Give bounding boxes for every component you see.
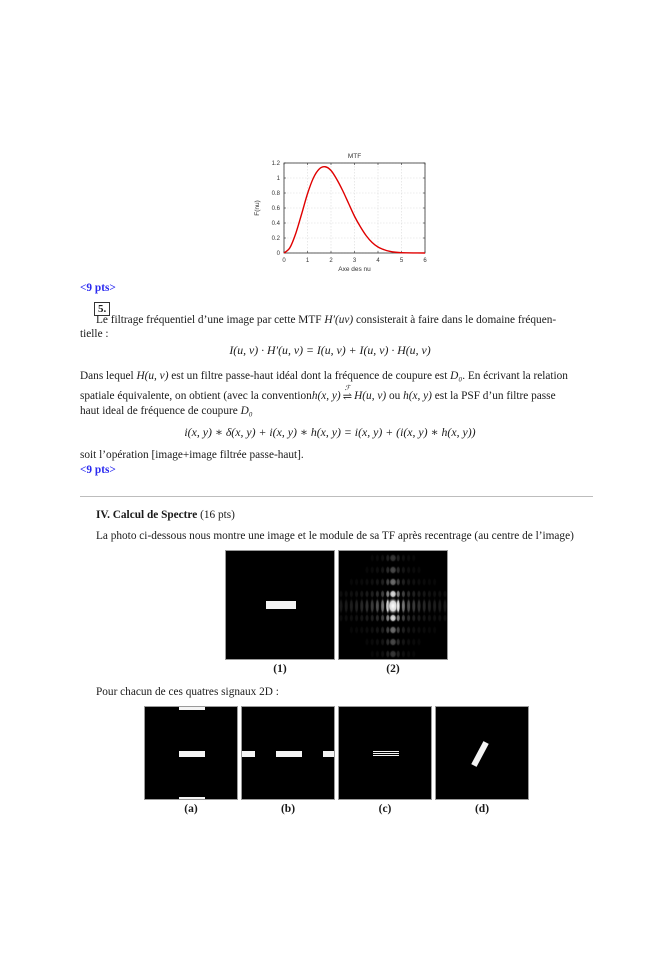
y-tick-label: 0.4 bbox=[271, 221, 280, 227]
white-line-2 bbox=[373, 753, 399, 754]
signal-a-image bbox=[144, 706, 238, 800]
equation-2: i(x, y) ∗ δ(x, y) + i(x, y) ∗ h(x, y) = i(x, y) + (i(x, y) ∗ h(x, y)) bbox=[184, 425, 476, 439]
spectrum-lobe bbox=[344, 597, 348, 615]
spectrum-lobe bbox=[396, 578, 400, 587]
chart-title: MTF bbox=[347, 153, 362, 160]
math-inline: h(x, y) bbox=[311, 390, 341, 402]
fourier-label: ℱ bbox=[344, 384, 351, 392]
signals-intro: Pour chacun de ces quatres signaux 2D : bbox=[96, 686, 279, 698]
spectrum-lobe bbox=[370, 566, 374, 575]
points-label-top: <9 pts> bbox=[80, 282, 116, 294]
spectrum-lobe bbox=[401, 554, 405, 563]
spectrum-lobe bbox=[380, 566, 384, 575]
white-rectangle-bottom bbox=[179, 797, 205, 800]
spectrum-lobe bbox=[375, 638, 379, 647]
spectrum-lobe bbox=[396, 566, 400, 575]
spectrum-lobe bbox=[412, 554, 416, 563]
spectrum-lobe bbox=[360, 578, 364, 587]
white-rectangle-right bbox=[323, 751, 335, 757]
figure2-caption-a: (a) bbox=[184, 803, 198, 815]
y-tick-label: 1 bbox=[276, 176, 280, 182]
spectrum-lobe bbox=[365, 626, 369, 635]
spectrum-lobe bbox=[365, 578, 369, 587]
spectrum-lobe bbox=[412, 566, 416, 575]
math-inline: H(u, v) bbox=[136, 370, 169, 382]
y-tick-label: 0 bbox=[276, 251, 280, 257]
spectrum-lobe bbox=[389, 638, 397, 647]
spectrum-lobe bbox=[389, 566, 397, 575]
spectrum-lobe bbox=[417, 578, 421, 587]
spectrum-lobe bbox=[427, 626, 431, 635]
spectrum-lobe bbox=[370, 626, 374, 635]
figure2-caption-b: (b) bbox=[280, 803, 296, 815]
spectrum-lobe bbox=[354, 626, 358, 635]
spectrum-lobe bbox=[396, 650, 400, 659]
white-line-3 bbox=[373, 755, 399, 756]
spectrum-lobe bbox=[375, 650, 379, 659]
spectrum-lobe bbox=[396, 597, 400, 615]
spectrum-lobe bbox=[380, 578, 384, 587]
spectrum-lobe bbox=[427, 578, 431, 587]
image-rectangle bbox=[225, 550, 335, 660]
spectrum-lobe bbox=[422, 626, 426, 635]
paragraph-2-line-1 bbox=[80, 370, 568, 383]
white-line-1 bbox=[373, 751, 399, 752]
y-axis-label: F(nu) bbox=[254, 200, 261, 216]
spectrum-lobe bbox=[360, 614, 364, 623]
spectrum-lobe bbox=[375, 614, 379, 623]
math-inline: H′(uν) bbox=[324, 314, 354, 326]
spectrum-lobe bbox=[422, 597, 426, 615]
spectrum-lobe bbox=[412, 578, 416, 587]
spectrum-svg bbox=[339, 551, 448, 660]
x-tick-label: 3 bbox=[352, 258, 357, 264]
text: Dans lequel bbox=[80, 370, 137, 382]
spectrum-lobe bbox=[365, 638, 369, 647]
spectrum-lobe bbox=[427, 614, 431, 623]
spectrum-lobe bbox=[349, 597, 353, 615]
math-inline: D₀ bbox=[240, 405, 253, 417]
spectrum-lobe bbox=[443, 614, 447, 623]
figure2-caption-c: (c) bbox=[378, 803, 392, 815]
spectrum-lobe bbox=[422, 614, 426, 623]
spectrum-lobe bbox=[401, 638, 405, 647]
spectrum-lobe bbox=[396, 614, 400, 623]
question-number-box: 5. bbox=[94, 302, 110, 316]
spectrum-lobe bbox=[375, 554, 379, 563]
spectrum-lobe bbox=[339, 597, 343, 615]
mtf-chart bbox=[250, 145, 440, 280]
signal-d-image bbox=[435, 706, 529, 800]
spectrum-lobe bbox=[417, 614, 421, 623]
spectrum-lobe bbox=[370, 650, 374, 659]
spectrum-lobe bbox=[406, 578, 410, 587]
spectrum-lobe bbox=[380, 638, 384, 647]
spectrum-lobe bbox=[380, 614, 384, 623]
section-heading bbox=[96, 509, 235, 522]
text: consisterait à faire dans le domaine fréquen- bbox=[353, 314, 557, 326]
spectrum-lobe bbox=[370, 554, 374, 563]
fourier-pair-symbol bbox=[343, 385, 352, 403]
white-rectangle bbox=[266, 601, 296, 609]
figure1-caption-2: (2) bbox=[386, 663, 400, 675]
text: ou bbox=[386, 390, 404, 402]
spectrum-lobe bbox=[412, 614, 416, 623]
spectrum-lobe bbox=[349, 578, 353, 587]
text: haut ideal de fréquence de coupure bbox=[80, 405, 241, 417]
paragraph-1-line-2: tielle : bbox=[80, 328, 109, 340]
spectrum-lobe bbox=[354, 578, 358, 587]
x-tick-label: 5 bbox=[399, 258, 404, 264]
spectrum-lobe bbox=[380, 597, 384, 615]
spectrum-lobe bbox=[344, 614, 348, 623]
spectrum-lobe bbox=[349, 614, 353, 623]
x-tick-label: 1 bbox=[305, 258, 310, 264]
y-tick-label: 0.6 bbox=[271, 206, 280, 212]
spectrum-lobe bbox=[412, 626, 416, 635]
text: spatiale équivalente, on obtient (avec la convention bbox=[80, 390, 312, 402]
spectrum-lobe bbox=[375, 626, 379, 635]
white-rotated-rectangle bbox=[471, 741, 489, 767]
spectrum-lobe bbox=[375, 578, 379, 587]
math-inline: D₀ bbox=[450, 370, 463, 382]
spectrum-lobe bbox=[406, 650, 410, 659]
question-number bbox=[94, 297, 110, 315]
white-rectangle-center bbox=[179, 751, 205, 757]
figure1-caption-1: (1) bbox=[273, 663, 287, 675]
spectrum-lobe bbox=[432, 597, 436, 615]
y-tick-label: 0.2 bbox=[271, 236, 280, 242]
text: . En écrivant la relation bbox=[462, 370, 568, 382]
white-rectangle-top bbox=[179, 707, 205, 710]
spectrum-lobe bbox=[406, 614, 410, 623]
section-points: (16 pts) bbox=[200, 509, 235, 521]
spectrum-lobe bbox=[380, 554, 384, 563]
spectrum-lobe bbox=[339, 614, 343, 623]
spectrum-lobe bbox=[417, 638, 421, 647]
spectrum-lobe bbox=[389, 578, 397, 587]
spectrum-lobe bbox=[370, 578, 374, 587]
x-tick-label: 2 bbox=[329, 258, 333, 264]
spectrum-lobe bbox=[396, 554, 400, 563]
spectrum-lobe bbox=[422, 578, 426, 587]
spectrum-lobe bbox=[396, 638, 400, 647]
spectrum-lobe bbox=[360, 597, 364, 615]
spectrum-lobe bbox=[406, 597, 410, 615]
paragraph-2-line-2 bbox=[80, 385, 556, 403]
spectrum-lobe bbox=[432, 578, 436, 587]
spectrum-lobe bbox=[412, 638, 416, 647]
text: Le filtrage fréquentiel d’une image par cette MTF bbox=[96, 314, 325, 326]
math-inline: H(u, v) bbox=[354, 390, 387, 402]
spectrum-lobe bbox=[389, 650, 397, 659]
section-title: IV. Calcul de Spectre bbox=[96, 509, 198, 521]
section-divider bbox=[80, 496, 593, 497]
math-inline: h(x, y) bbox=[403, 390, 432, 402]
spectrum-lobe bbox=[389, 614, 397, 623]
spectrum-lobe bbox=[370, 597, 374, 615]
spectrum-lobe bbox=[406, 626, 410, 635]
spectrum-lobe bbox=[365, 566, 369, 575]
equation-1: I(u, v) · H′(u, v) = I(u, v) + I(u, v) · H(u, v) bbox=[229, 343, 431, 357]
spectrum-lobe bbox=[375, 566, 379, 575]
spectrum-lobe bbox=[401, 578, 405, 587]
x-tick-label: 4 bbox=[376, 258, 380, 264]
x-axis-label: Axe des nu bbox=[338, 266, 371, 273]
spectrum-lobe bbox=[349, 626, 353, 635]
paragraph-3: soit l’opération [image+image filtrée passe-haut]. bbox=[80, 449, 304, 461]
spectrum-lobe bbox=[438, 614, 442, 623]
spectrum-lobe bbox=[438, 597, 442, 615]
paragraph-1-line-1 bbox=[96, 314, 556, 327]
white-rectangle-center bbox=[276, 751, 302, 757]
spectrum-lobe bbox=[365, 597, 369, 615]
mtf-curve-line bbox=[284, 167, 425, 253]
spectrum-lobe bbox=[417, 566, 421, 575]
spectrum-lobe bbox=[417, 597, 421, 615]
text: est la PSF d’un filtre passe bbox=[431, 390, 556, 402]
spectrum-lobe bbox=[370, 614, 374, 623]
spectrum-lobe bbox=[406, 638, 410, 647]
spectrum-lobe bbox=[354, 597, 358, 615]
spectrum-lobe bbox=[380, 626, 384, 635]
spectrum-lobe bbox=[365, 614, 369, 623]
spectrum-lobe bbox=[360, 626, 364, 635]
signal-c-image bbox=[338, 706, 432, 800]
fourier-arrow-icon: ⇌ bbox=[342, 391, 353, 403]
spectrum-lobe bbox=[401, 566, 405, 575]
spectrum-lobe bbox=[401, 597, 405, 615]
spectrum-lobe bbox=[380, 650, 384, 659]
spectrum-lobe bbox=[432, 614, 436, 623]
paragraph-2-line-3 bbox=[80, 405, 253, 418]
signal-b-image bbox=[241, 706, 335, 800]
spectrum-lobe bbox=[396, 626, 400, 635]
spectrum-lobe bbox=[370, 638, 374, 647]
spectrum-lobe bbox=[406, 554, 410, 563]
spectrum-lobe bbox=[401, 614, 405, 623]
y-tick-label: 0.8 bbox=[271, 191, 280, 197]
x-tick-label: 0 bbox=[282, 258, 286, 264]
y-tick-label: 1.2 bbox=[271, 161, 280, 167]
spectrum-lobe bbox=[375, 597, 379, 615]
figure2-caption-d: (d) bbox=[474, 803, 490, 815]
spectrum-lobe bbox=[389, 626, 397, 635]
x-tick-label: 6 bbox=[423, 258, 427, 264]
spectrum-lobe bbox=[389, 554, 397, 563]
spectrum-lobe bbox=[412, 650, 416, 659]
spectrum-lobe bbox=[432, 626, 436, 635]
white-rectangle-left bbox=[242, 751, 255, 757]
spectrum-lobe bbox=[406, 566, 410, 575]
spectrum-lobe bbox=[412, 597, 416, 615]
spectrum-lobe bbox=[417, 626, 421, 635]
spectrum-lobe bbox=[443, 597, 447, 615]
spectrum-lobe bbox=[401, 626, 405, 635]
spectrum-lobe bbox=[354, 614, 358, 623]
section-intro: La photo ci-dessous nous montre une image et le module de sa TF après recentrage (au centre de l’image) bbox=[96, 530, 574, 542]
spectrum-lobe bbox=[427, 597, 431, 615]
spectrum-lobe bbox=[401, 650, 405, 659]
text: est un filtre passe-haut idéal dont la fréquence de coupure est bbox=[168, 370, 451, 382]
points-label-bottom: <9 pts> bbox=[80, 464, 116, 476]
image-spectrum bbox=[338, 550, 448, 660]
